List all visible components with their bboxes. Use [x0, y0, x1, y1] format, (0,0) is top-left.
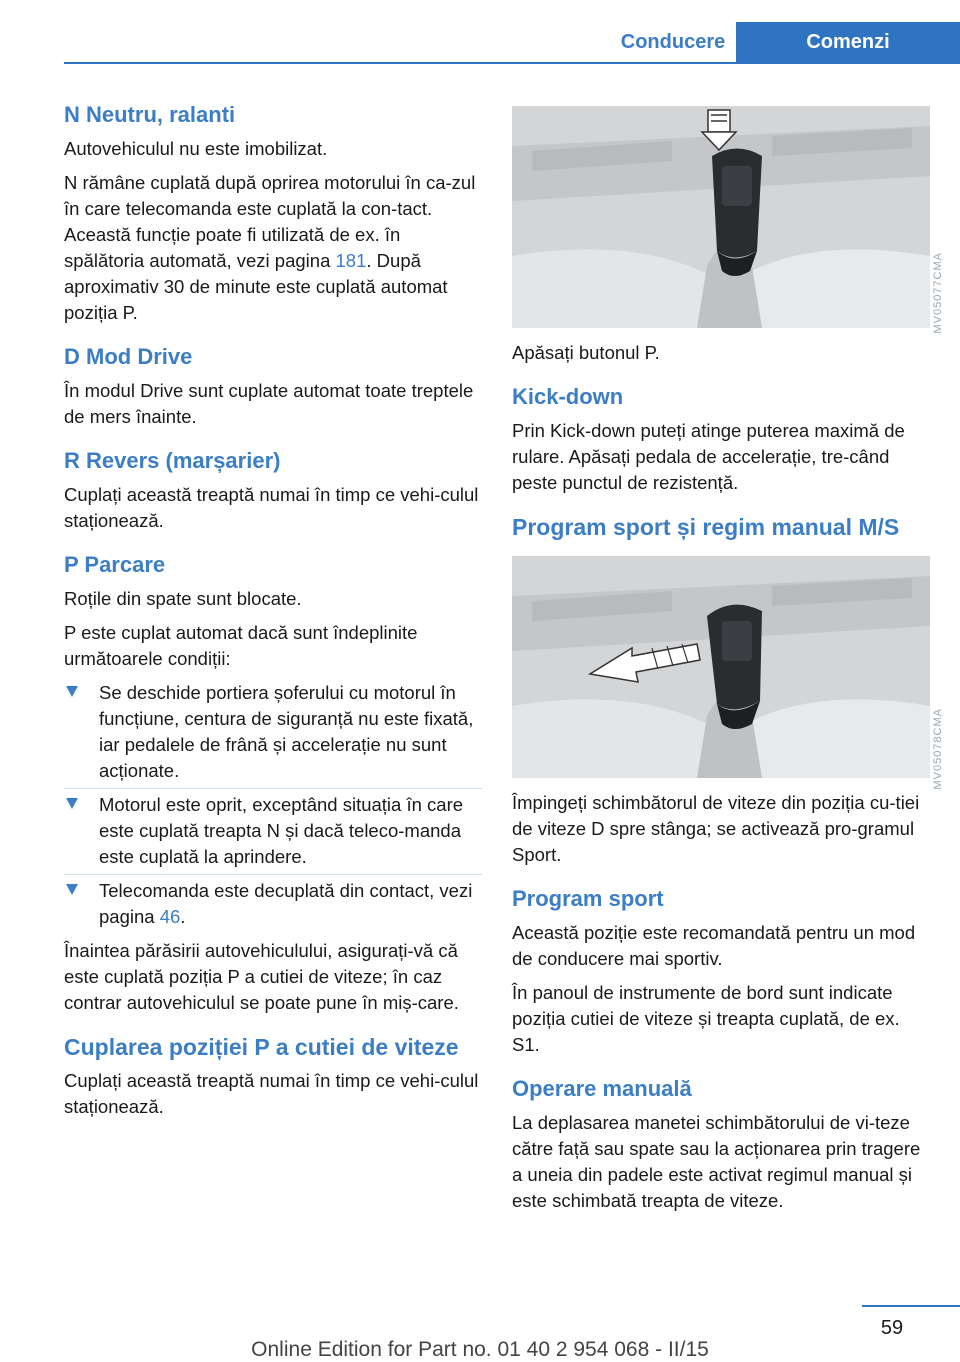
park-engage-para: Cuplați această treaptă numai în timp ce vehi‐culul staționează.: [64, 1070, 479, 1117]
figure-gear-selector-left: [512, 556, 930, 778]
section-neutral: [64, 100, 482, 326]
list-item: Motorul este oprit, exceptând situația în care este cuplată treapta N și dacă teleco‐manda este cuplată la aprindere.: [64, 792, 482, 870]
sport-para-2: În panoul de instrumente de bord sunt indicate poziția cutiei de viteze și treapta cuplată, de ex. S1.: [512, 982, 900, 1055]
section-drive: [64, 342, 482, 430]
list-separator: [64, 874, 482, 875]
section-sport-manual: [512, 512, 930, 542]
list-separator: [64, 788, 482, 789]
bullet-triangle-icon: [66, 884, 78, 895]
manual-heading: Operare manuală: [512, 1076, 692, 1101]
reverse-para: Cuplați această treaptă numai în timp ce vehi‐culul staționează.: [64, 484, 479, 531]
reverse-heading: R Revers (marșarier): [64, 448, 281, 473]
drive-para: În modul Drive sunt cuplate automat toate treptele de mers înainte.: [64, 380, 474, 427]
section-manual: [512, 1074, 930, 1214]
bullet-triangle-icon: [66, 686, 78, 697]
drive-heading: D Mod Drive: [64, 344, 193, 369]
chapter-tab: Comenzi: [736, 22, 960, 62]
park-para-3: Înaintea părăsirii autovehiculului, asigurați-vă că este cuplată poziția P a cutiei de viteze; în caz contrar autovehiculul se poate pune în miș‐care.: [64, 940, 459, 1013]
sport-manual-heading: Program sport și regim manual M/S: [512, 514, 900, 540]
page-link-181[interactable]: 181: [335, 250, 367, 271]
figure-2-code: MV05078CMA: [932, 708, 944, 790]
list-item: Se deschide portiera șoferului cu motorul în funcțiune, centura de siguranță nu este fixată, iar pedalele de frână și accelerație nu sunt acționate.: [64, 680, 482, 784]
figure-1-caption: Apăsați butonul P.: [512, 342, 660, 363]
page-link-46[interactable]: 46: [159, 906, 181, 927]
kickdown-para: Prin Kick-down puteți atinge puterea maximă de rulare. Apăsați pedala de accelerație, tre‐când peste punctul de rezistență.: [512, 420, 905, 493]
footer-edition: Online Edition for Part no. 01 40 2 954 068 - II/15: [251, 1338, 709, 1361]
neutral-para-2: N rămâne cuplată după oprirea motorului în ca‐zul în care telecomanda este cuplată la con‐tact. Această funcție poate fi utilizată de ex. în spălătoria automată, vezi pagina 181. După aproximativ 30 de minute este cuplată automat poziția P.: [64, 172, 476, 323]
park-heading: P Parcare: [64, 552, 166, 577]
neutral-para-1: Autovehiculul nu este imobilizat.: [64, 138, 328, 159]
figure-1-code: MV05077CMA: [932, 252, 944, 334]
figure-2-caption: Împingeți schimbătorul de viteze din poziția cu‐tiei de viteze D spre stânga; se activează pro‐gramul Sport.: [512, 792, 920, 865]
kickdown-heading: Kick-down: [512, 384, 624, 409]
park-para-1: Roțile din spate sunt blocate.: [64, 588, 302, 609]
page-number: 59: [880, 1317, 904, 1339]
figure-gear-selector-push: [512, 106, 930, 328]
left-column: [64, 100, 482, 1128]
gear-selector-push-illustration: [512, 106, 930, 328]
manual-para: La deplasarea manetei schimbătorului de vi‐teze către față sau spate sau la acționarea prin tragere a uneia din padele este activat regimul manual și este schimbată treapta de viteze.: [512, 1112, 921, 1211]
header-rule: [64, 62, 960, 64]
list-item: Telecomanda este decuplată din contact, vezi pagina 46.: [64, 878, 482, 930]
neutral-heading: N Neutru, ralanti: [64, 102, 236, 127]
section-reverse: [64, 446, 482, 534]
park-conditions-list: [64, 680, 482, 930]
section-tab: Conducere: [610, 22, 736, 62]
section-park: [64, 550, 482, 1016]
section-park-engage: [64, 1032, 482, 1120]
section-kickdown: [512, 382, 930, 496]
section-sport: [512, 884, 930, 1058]
park-engage-heading: Cuplarea poziției P a cutiei de viteze: [64, 1034, 459, 1060]
gear-selector-left-illustration: [512, 556, 930, 778]
park-para-2: P este cuplat automat dacă sunt îndeplinite următoarele condiții:: [64, 622, 418, 669]
right-column: [512, 106, 930, 1222]
bullet-triangle-icon: [66, 798, 78, 809]
sport-para-1: Această poziție este recomandată pentru un mod de conducere mai sportiv.: [512, 922, 916, 969]
sport-heading: Program sport: [512, 886, 664, 911]
page-number-rule: [862, 1305, 960, 1307]
header-tabs: [610, 22, 960, 62]
